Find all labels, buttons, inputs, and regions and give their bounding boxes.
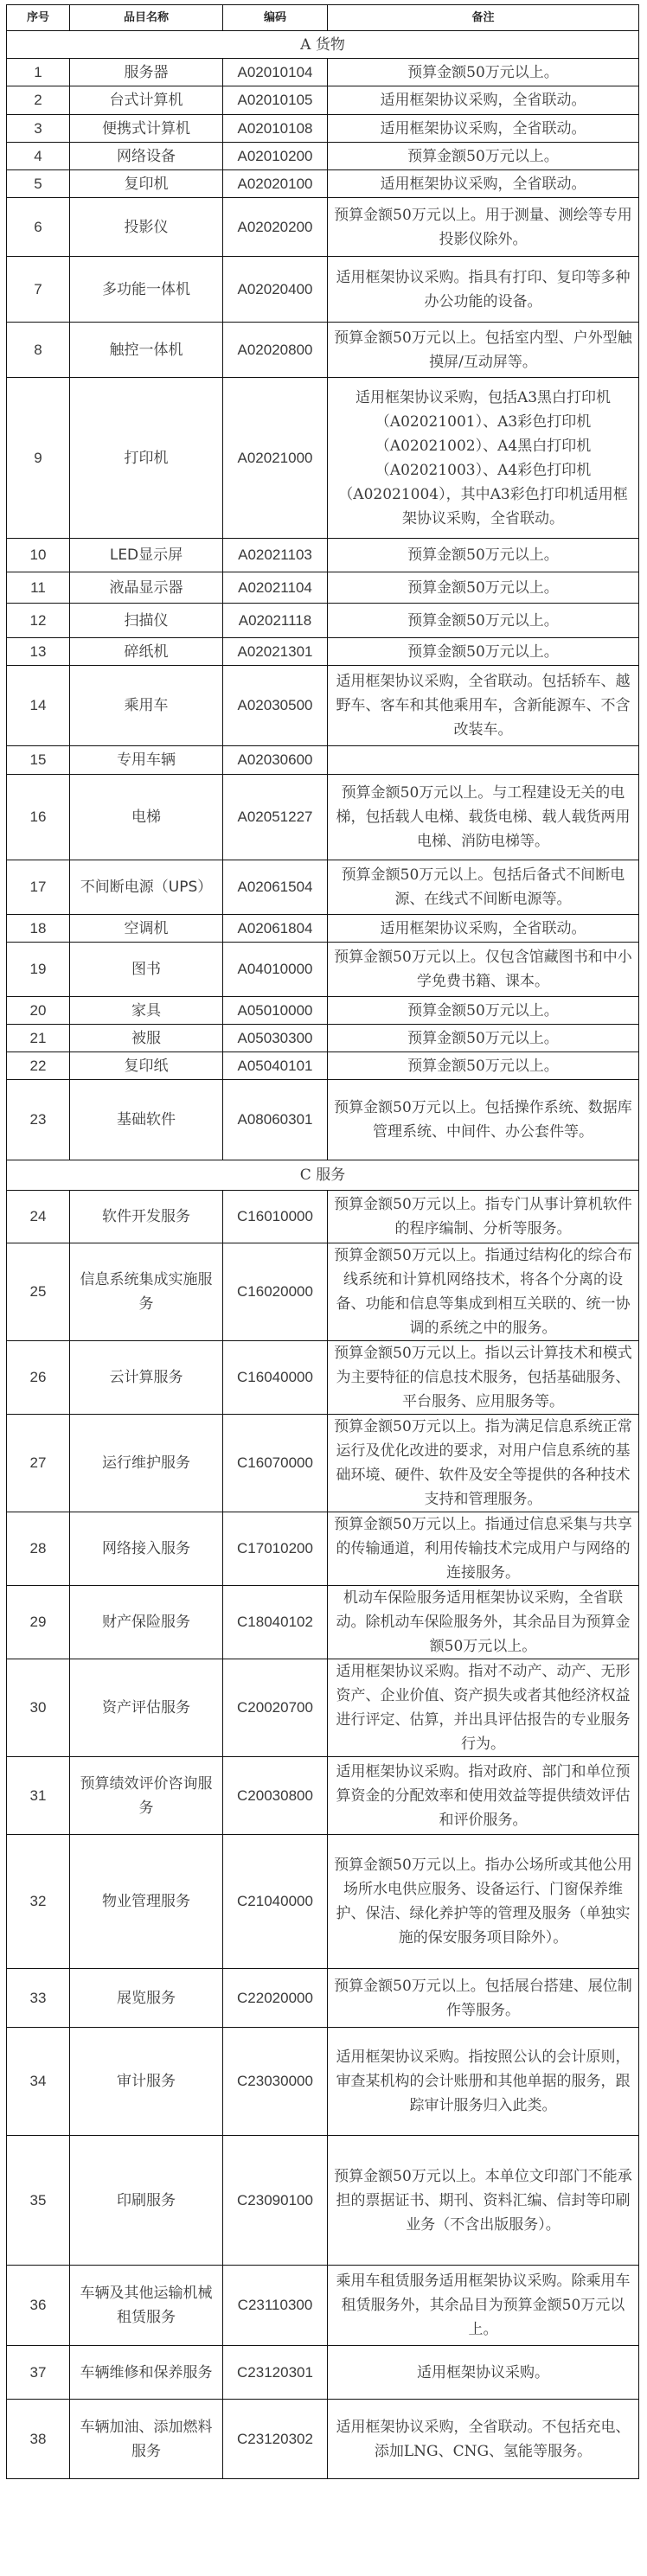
item-remark: 预算金额50万元以上。本单位文印部门不能承担的票据证书、期刊、资料汇编、信封等印刷业务（不含出版服务）。 — [328, 2136, 639, 2266]
section-row — [7, 31, 639, 59]
item-remark: 预算金额50万元以上。 — [328, 638, 639, 666]
item-name: 碎纸机 — [70, 638, 223, 666]
item-name: 电梯 — [70, 775, 223, 860]
item-name: 打印机 — [70, 378, 223, 539]
row-index: 28 — [7, 1512, 70, 1586]
item-name: 投影仪 — [70, 198, 223, 257]
item-name: 审计服务 — [70, 2028, 223, 2136]
item-code: A02020100 — [223, 170, 328, 198]
item-name: 资产评估服务 — [70, 1659, 223, 1757]
item-name: 复印纸 — [70, 1052, 223, 1080]
item-code: A02021104 — [223, 572, 328, 604]
item-remark: 预算金额50万元以上。指为满足信息系统正常运行及优化改进的要求，对用户信息系统的基础环境、硬件、软件及安全等提供的各种技术支持和管理服务。 — [328, 1415, 639, 1512]
item-code: A08060301 — [223, 1080, 328, 1160]
item-name: 图书 — [70, 943, 223, 997]
item-code: A04010000 — [223, 943, 328, 997]
item-remark: 预算金额50万元以上。指办公场所或其他公用场所水电供应服务、设备运行、门窗保养维护、保洁、绿化养护等的管理及服务（单独实施的保安服务项目除外）。 — [328, 1835, 639, 1969]
header-code: 编码 — [223, 5, 328, 31]
item-remark: 预算金额50万元以上。 — [328, 1025, 639, 1052]
table-row — [7, 378, 639, 539]
header-index: 序号 — [7, 5, 70, 31]
table-row — [7, 1512, 639, 1586]
item-name: 印刷服务 — [70, 2136, 223, 2266]
table-row — [7, 2400, 639, 2479]
item-name: 不间断电源（UPS） — [70, 860, 223, 915]
row-index: 15 — [7, 746, 70, 775]
item-remark: 预算金额50万元以上。 — [328, 1052, 639, 1080]
item-remark: 适用框架协议采购，全省联动。 — [328, 86, 639, 115]
row-index: 23 — [7, 1080, 70, 1160]
item-name: 空调机 — [70, 915, 223, 943]
row-index: 27 — [7, 1415, 70, 1512]
item-name: 家具 — [70, 997, 223, 1025]
item-remark: 预算金额50万元以上。 — [328, 997, 639, 1025]
row-index: 16 — [7, 775, 70, 860]
row-index: 25 — [7, 1243, 70, 1341]
section-title: A 货物 — [7, 31, 639, 59]
row-index: 19 — [7, 943, 70, 997]
table-row — [7, 638, 639, 666]
item-code: C16070000 — [223, 1415, 328, 1512]
item-remark: 机动车保险服务适用框架协议采购，全省联动。除机动车保险服务外，其余品目为预算金额50万元以上。 — [328, 1586, 639, 1659]
item-code: A02020400 — [223, 257, 328, 323]
table-row — [7, 666, 639, 746]
item-code: C21040000 — [223, 1835, 328, 1969]
item-name: 扫描仪 — [70, 604, 223, 638]
table-row — [7, 746, 639, 775]
item-remark: 预算金额50万元以上。仅包含馆藏图书和中小学免费书籍、课本。 — [328, 943, 639, 997]
table-row — [7, 1243, 639, 1341]
item-name: 信息系统集成实施服务 — [70, 1243, 223, 1341]
item-code: A05040101 — [223, 1052, 328, 1080]
item-remark: 预算金额50万元以上。包括后备式不间断电源、在线式不间断电源等。 — [328, 860, 639, 915]
table-row — [7, 943, 639, 997]
item-remark: 预算金额50万元以上。指通过信息采集与共享的传输通道，利用传输技术完成用户与网络的连接服务。 — [328, 1512, 639, 1586]
item-name: 乘用车 — [70, 666, 223, 746]
table-row — [7, 1757, 639, 1835]
item-name: 运行维护服务 — [70, 1415, 223, 1512]
row-index: 4 — [7, 143, 70, 170]
table-row — [7, 170, 639, 198]
row-index: 11 — [7, 572, 70, 604]
table-row — [7, 775, 639, 860]
row-index: 22 — [7, 1052, 70, 1080]
row-index: 21 — [7, 1025, 70, 1052]
item-remark: 预算金额50万元以上。指专门从事计算机软件的程序编制、分析等服务。 — [328, 1191, 639, 1243]
item-name: 预算绩效评价咨询服务 — [70, 1757, 223, 1835]
table-row — [7, 143, 639, 170]
row-index: 10 — [7, 539, 70, 572]
row-index: 32 — [7, 1835, 70, 1969]
item-name: LED显示屏 — [70, 539, 223, 572]
item-remark — [328, 746, 639, 775]
item-remark: 预算金额50万元以上。 — [328, 572, 639, 604]
item-name: 车辆维修和保养服务 — [70, 2346, 223, 2400]
item-remark: 预算金额50万元以上。与工程建设无关的电梯，包括载人电梯、载货电梯、载人载货两用电梯、消防电梯等。 — [328, 775, 639, 860]
item-code: C22020000 — [223, 1969, 328, 2028]
item-name: 复印机 — [70, 170, 223, 198]
table-row — [7, 915, 639, 943]
row-index: 12 — [7, 604, 70, 638]
item-remark: 适用框架协议采购，全省联动。包括轿车、越野车、客车和其他乘用车，含新能源车、不含改装车。 — [328, 666, 639, 746]
item-name: 云计算服务 — [70, 1341, 223, 1415]
row-index: 29 — [7, 1586, 70, 1659]
item-name: 服务器 — [70, 59, 223, 86]
item-code: A02020200 — [223, 198, 328, 257]
table-row — [7, 2266, 639, 2346]
item-remark: 适用框架协议采购，全省联动。 — [328, 170, 639, 198]
row-index: 31 — [7, 1757, 70, 1835]
table-row — [7, 1025, 639, 1052]
row-index: 26 — [7, 1341, 70, 1415]
table-row — [7, 1835, 639, 1969]
section-title: C 服务 — [7, 1160, 639, 1191]
procurement-catalog-table — [6, 4, 639, 2479]
item-name: 网络设备 — [70, 143, 223, 170]
row-index: 35 — [7, 2136, 70, 2266]
item-remark: 适用框架协议采购，全省联动。 — [328, 915, 639, 943]
row-index: 36 — [7, 2266, 70, 2346]
item-code: C18040102 — [223, 1586, 328, 1659]
row-index: 38 — [7, 2400, 70, 2479]
table-row — [7, 539, 639, 572]
item-name: 物业管理服务 — [70, 1835, 223, 1969]
item-remark: 适用框架协议采购。指具有打印、复印等多种办公功能的设备。 — [328, 257, 639, 323]
table-row — [7, 1586, 639, 1659]
table-row — [7, 2028, 639, 2136]
item-remark: 预算金额50万元以上。 — [328, 539, 639, 572]
item-name: 展览服务 — [70, 1969, 223, 2028]
item-remark: 预算金额50万元以上。包括展台搭建、展位制作等服务。 — [328, 1969, 639, 2028]
item-name: 台式计算机 — [70, 86, 223, 115]
table-row — [7, 257, 639, 323]
item-code: A02010104 — [223, 59, 328, 86]
item-code: A02021000 — [223, 378, 328, 539]
item-code: A02021118 — [223, 604, 328, 638]
table-row — [7, 1415, 639, 1512]
row-index: 1 — [7, 59, 70, 86]
item-code: A02030500 — [223, 666, 328, 746]
item-name: 多功能一体机 — [70, 257, 223, 323]
item-name: 车辆及其他运输机械租赁服务 — [70, 2266, 223, 2346]
item-name: 液晶显示器 — [70, 572, 223, 604]
row-index: 34 — [7, 2028, 70, 2136]
item-remark: 适用框架协议采购，全省联动。不包括充电、添加LNG、CNG、氢能等服务。 — [328, 2400, 639, 2479]
item-remark: 预算金额50万元以上。 — [328, 59, 639, 86]
row-index: 37 — [7, 2346, 70, 2400]
item-name: 车辆加油、添加燃料服务 — [70, 2400, 223, 2479]
item-code: A02051227 — [223, 775, 328, 860]
table-row — [7, 604, 639, 638]
item-remark: 预算金额50万元以上。 — [328, 143, 639, 170]
item-code: A02010108 — [223, 115, 328, 143]
table-row — [7, 2136, 639, 2266]
item-remark: 适用框架协议采购。指对政府、部门和单位预算资金的分配效率和使用效益等提供绩效评估和评价服务。 — [328, 1757, 639, 1835]
item-code: A02020800 — [223, 323, 328, 378]
table-row — [7, 1052, 639, 1080]
item-remark: 预算金额50万元以上。包括操作系统、数据库管理系统、中间件、办公套件等。 — [328, 1080, 639, 1160]
table-row — [7, 2346, 639, 2400]
item-code: A02021103 — [223, 539, 328, 572]
item-name: 基础软件 — [70, 1080, 223, 1160]
row-index: 14 — [7, 666, 70, 746]
item-name: 触控一体机 — [70, 323, 223, 378]
row-index: 18 — [7, 915, 70, 943]
row-index: 33 — [7, 1969, 70, 2028]
row-index: 7 — [7, 257, 70, 323]
row-index: 8 — [7, 323, 70, 378]
row-index: 24 — [7, 1191, 70, 1243]
row-index: 20 — [7, 997, 70, 1025]
table-body — [7, 31, 639, 2479]
item-remark: 预算金额50万元以上。用于测量、测绘等专用投影仪除外。 — [328, 198, 639, 257]
item-remark: 预算金额50万元以上。 — [328, 604, 639, 638]
row-index: 17 — [7, 860, 70, 915]
table-row — [7, 198, 639, 257]
row-index: 3 — [7, 115, 70, 143]
item-remark: 乘用车租赁服务适用框架协议采购。除乘用车租赁服务外，其余品目为预算金额50万元以上。 — [328, 2266, 639, 2346]
item-name: 财产保险服务 — [70, 1586, 223, 1659]
row-index: 13 — [7, 638, 70, 666]
table-row — [7, 572, 639, 604]
item-code: A02010105 — [223, 86, 328, 115]
row-index: 30 — [7, 1659, 70, 1757]
row-index: 6 — [7, 198, 70, 257]
header-name: 品目名称 — [70, 5, 223, 31]
item-remark: 预算金额50万元以上。指通过结构化的综合布线系统和计算机网络技术，将各个分离的设备、功能和信息等集成到相互关联的、统一协调的系统之中的服务。 — [328, 1243, 639, 1341]
section-row — [7, 1160, 639, 1191]
item-code: C16020000 — [223, 1243, 328, 1341]
table-row — [7, 1659, 639, 1757]
table-header-row — [7, 5, 639, 31]
table-row — [7, 1080, 639, 1160]
item-code: A05010000 — [223, 997, 328, 1025]
item-remark: 适用框架协议采购。 — [328, 2346, 639, 2400]
item-name: 网络接入服务 — [70, 1512, 223, 1586]
item-code: C23030000 — [223, 2028, 328, 2136]
table-row — [7, 86, 639, 115]
item-code: A02061504 — [223, 860, 328, 915]
table-row — [7, 1969, 639, 2028]
item-code: C20030800 — [223, 1757, 328, 1835]
item-code: C16010000 — [223, 1191, 328, 1243]
item-code: C23120301 — [223, 2346, 328, 2400]
item-remark: 预算金额50万元以上。指以云计算技术和模式为主要特征的信息技术服务，包括基础服务、平台服务、应用服务等。 — [328, 1341, 639, 1415]
item-code: C23120302 — [223, 2400, 328, 2479]
table-row — [7, 323, 639, 378]
item-name: 便携式计算机 — [70, 115, 223, 143]
item-remark: 适用框架协议采购。指对不动产、动产、无形资产、企业价值、资产损失或者其他经济权益进行评定、估算，并出具评估报告的专业服务行为。 — [328, 1659, 639, 1757]
table-row — [7, 997, 639, 1025]
table-row — [7, 1341, 639, 1415]
header-remark: 备注 — [328, 5, 639, 31]
item-name: 软件开发服务 — [70, 1191, 223, 1243]
item-code: A02061804 — [223, 915, 328, 943]
item-code: C20020700 — [223, 1659, 328, 1757]
item-code: A05030300 — [223, 1025, 328, 1052]
item-code: A02021301 — [223, 638, 328, 666]
row-index: 5 — [7, 170, 70, 198]
item-remark: 预算金额50万元以上。包括室内型、户外型触摸屏/互动屏等。 — [328, 323, 639, 378]
item-remark: 适用框架协议采购。指按照公认的会计原则，审查某机构的会计账册和其他单据的服务，跟踪审计服务归入此类。 — [328, 2028, 639, 2136]
table-row — [7, 59, 639, 86]
item-code: C16040000 — [223, 1341, 328, 1415]
item-remark: 适用框架协议采购，包括A3黑白打印机（A02021001）、A3彩色打印机（A02021002）、A4黑白打印机（A02021003）、A4彩色打印机（A02021004），其中A3彩色打印机适用框架协议采购，全省联动。 — [328, 378, 639, 539]
row-index: 9 — [7, 378, 70, 539]
item-code: A02030600 — [223, 746, 328, 775]
item-code: C17010200 — [223, 1512, 328, 1586]
item-code: C23090100 — [223, 2136, 328, 2266]
item-name: 被服 — [70, 1025, 223, 1052]
table-row — [7, 1191, 639, 1243]
item-code: A02010200 — [223, 143, 328, 170]
item-remark: 适用框架协议采购，全省联动。 — [328, 115, 639, 143]
item-name: 专用车辆 — [70, 746, 223, 775]
table-row — [7, 115, 639, 143]
row-index: 2 — [7, 86, 70, 115]
item-code: C23110300 — [223, 2266, 328, 2346]
table-row — [7, 860, 639, 915]
